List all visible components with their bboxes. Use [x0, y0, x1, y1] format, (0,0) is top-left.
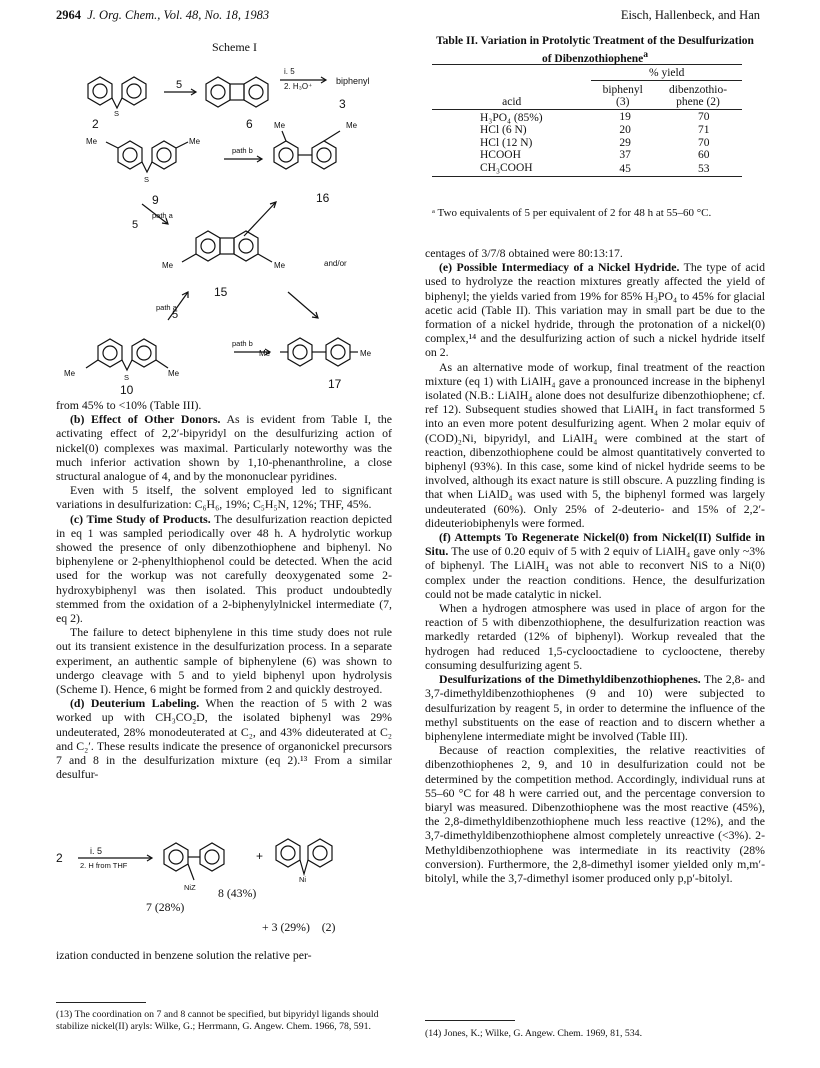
- step-2-label: 2. H₃O⁺: [284, 82, 313, 91]
- methyl-label: Me: [162, 261, 174, 270]
- nickel-label: Ni: [299, 875, 307, 884]
- paragraph: Even with 5 itself, the solvent employed led to significant variations in desulfurization: C₆H₆, 19%; C₅H₅N, 12%; THF, 45%.: [56, 483, 392, 512]
- compound-2-label: 2: [92, 117, 99, 131]
- path-b-label: path b: [232, 339, 253, 348]
- page-number: 2964: [56, 8, 81, 22]
- methyl-label: Me: [259, 349, 271, 358]
- table-row: HCl (6 N) 20 71: [480, 124, 710, 136]
- table-row: H₃PO₄ (85%) 19 70: [480, 110, 710, 124]
- footnote-rule: [56, 1002, 146, 1003]
- paragraph: (d) Deuterium Labeling. When the reaction of 5 with 2 was worked up with CH₃CO₂D, the isolated biphenyl was 29% undeuterated, 28% monodeuterated at C₂, and 43% dideuterated at C₂ and C₂′. These results indicate the presence of organonickel precursors 7 and 8 in the desulfurization mixture (eq 2).¹³ From a similar desulfur-: [56, 696, 392, 782]
- run-in-heading: (b) Effect of Other Donors.: [70, 412, 221, 427]
- methyl-label: Me: [274, 261, 286, 270]
- column-header: biphenyl: [602, 83, 643, 96]
- paragraph: As an alternative mode of workup, final treatment of the reaction mixture (eq 1) with LiAlH₄ gave a pronounced increase in the biphenyl isolated (N.B.: LiAlH₄ alone does not desulfurize dibenzothiophene; cf. ref 12). Subsequent studies showed that LiAlH₄ in fact transformed 5 into an even more potent desulfurizing agent. When 2 molar equiv of (COD)₂Ni, bipyridyl, and LiAlH₄ were combined at the start of reaction, dibenzothiophene could be almost quantitatively converted to biphenyl (93%). In this case, some kind of nickel hydride seems to be involved, although its exact nature is still obscure. A puzzling finding is that when LiAlD₄ was used with 5, the biphenyl formed was largely undeuterated (60%). Only 25% of 2-deuterio- and 15% of 2,2′-dideuteriobiphenyls were formed.: [425, 359, 765, 530]
- table-row: HCOOH 37 60: [480, 149, 710, 161]
- footnote-13: (13) The coordination on 7 and 8 cannot be specified, but bipyridyl ligands should stabilize nickel(II) aryls: Wilke, G.; Herrmann, G. Angew. Chem. 1966, 78, 591.: [56, 1009, 379, 1032]
- eq2-step-1: i. 5: [90, 846, 103, 856]
- eq2-compound-7: 7 (28%): [146, 900, 185, 914]
- methyl-label: Me: [274, 121, 286, 130]
- run-in-heading: (c) Time Study of Products.: [70, 511, 211, 526]
- eq2-compound-8: 8 (43%): [218, 886, 257, 900]
- paragraph: centages of 3/7/8 obtained were 80:13:17.: [425, 246, 623, 260]
- run-in-heading: (f) Attempts To Regenerate Nickel(0) from Nickel(II) Sulfide in Situ.: [425, 530, 765, 559]
- eq2-compound-2: 2: [56, 851, 63, 865]
- paragraph: from 45% to <10% (Table III).: [56, 398, 202, 412]
- biphenyl-label: biphenyl: [336, 76, 370, 86]
- step-1-label: i. 5: [284, 67, 295, 76]
- compound-17-label: 17: [328, 377, 342, 391]
- methyl-label: Me: [168, 369, 180, 378]
- methyl-label: Me: [64, 369, 76, 378]
- sulfur-label: S: [144, 175, 150, 184]
- path-b-label: path b: [232, 146, 253, 155]
- sulfur-label: S: [124, 373, 130, 382]
- reagent-5-label: 5: [172, 309, 179, 321]
- sulfur-label: S: [114, 109, 120, 118]
- paragraph: ization conducted in benzene solution the relative per-: [56, 948, 312, 962]
- paragraph: (c) Time Study of Products. The desulfurization reaction depicted in eq 1 was sampled periodically over 48 h. A hydrolytic workup showed the presence of only dibenzothiophene and biphenyl. No biphenylene or 2-phenylthiophenol could be detected. When the acid used for the workup was not carefully deoxygenated some 2-hydroxybiphenyl was then isolated. This product undoubtedly stemmed from the oxidation of a 2-biphenylylnickel intermediate (7, eq 2).: [56, 511, 392, 626]
- methyl-label: Me: [86, 137, 98, 146]
- plus-sign: +: [256, 849, 264, 863]
- right-column-body: [425, 246, 765, 885]
- eq2-step-2: 2. H from THF: [80, 861, 128, 870]
- left-column-continuation: [56, 948, 392, 962]
- compound-6-label: 6: [246, 117, 253, 131]
- running-header-left: [56, 8, 269, 23]
- path-a-label: path a: [152, 211, 173, 220]
- column-header: acid: [502, 96, 522, 108]
- paragraph: (f) Attempts To Regenerate Nickel(0) from Nickel(II) Sulfide in Situ. The use of 0.20 equiv of 5 with 2 equiv of LiAlH₄ gave only ~3% of biphenyl. The LiAlH₄ was not able to reconvert NiS to a Ni(0) complex under the reaction conditions. Hence, the desulfurization could not be made catalytic in nickel.: [425, 530, 765, 601]
- table-row: HCl (12 N) 29 70: [480, 136, 710, 149]
- run-in-heading: (d) Deuterium Labeling.: [70, 696, 200, 711]
- paragraph: The failure to detect biphenylene in this time study does not rule out its transient existence in the desulfurization process. In a separate experiment, an authentic sample of biphenylene (6) was shown to undergo cleavage with 5 and to yield biphenyl upon hydrolysis (Scheme I). Hence, 6 might be formed from 2 and quickly destroyed.: [56, 625, 392, 697]
- paragraph: (e) Possible Intermediacy of a Nickel Hydride. The type of acid used to hydrolyze the reaction mixtures greatly affected the yield of biphenyl; the yields varied from 19% for 85% H₃PO₄ to 45% for glacial acetic acid (Table II). This variation may in small part be due to the formation of a nickel hydride, through the protonation of a nickel(0) complex,¹⁴ and the desulfurizing action of such a nickel hydride itself on 2.: [425, 260, 766, 360]
- paragraph: Because of reaction complexities, the relative reactivities of dibenzothiophenes 2, 9, and 10 in desulfurization could not be determined by the competition method. Accordingly, individual runs at 55–60 °C for 48 h were carried out, and the percentage conversion to biaryl was measured. Dibenzothiophene was the most reactive (45%), the 2,8-dimethyldibenzothiophene much less reactive (12%), and the 3,7-dimethyldibenzothiophene almost completely unreactive (<3%). 2-Methyldibenzothiophene was intermediate in its reactivity (28% conversion). Furthermore, the 2,8-dimethyl isomer yielded only m,m′-bitolyl, while the 3,7-dimethyl isomer produced only p,p′-bitolyl.: [425, 743, 765, 885]
- compound-16-label: 16: [316, 191, 330, 205]
- journal-citation: J. Org. Chem., Vol. 48, No. 18, 1983: [87, 8, 270, 22]
- table-2: [432, 64, 742, 177]
- running-header-authors: Eisch, Hallenbeck, and Han: [620, 8, 760, 22]
- path-a-label: path a: [156, 303, 177, 312]
- scheme-title: Scheme I: [212, 40, 257, 54]
- table-2-footnote: ᵃ Two equivalents of 5 per equivalent of 2 for 48 h at 55–60 °C.: [432, 207, 712, 219]
- methyl-label: Me: [189, 137, 201, 146]
- scheme-1-diagram: [56, 56, 396, 396]
- and-or-label: and/or: [324, 259, 347, 268]
- column-header: (3): [616, 96, 630, 108]
- compound-9-label: 9: [152, 193, 159, 207]
- table-row: CH₃COOH 45 53: [432, 162, 742, 177]
- column-header: dibenzothio-: [668, 83, 728, 96]
- reagent-5-label: 5: [176, 79, 183, 91]
- nickel-z-label: NiZ: [184, 883, 196, 892]
- compound-10-label: 10: [120, 383, 134, 396]
- paragraph: (b) Effect of Other Donors. As is evident from Table I, the activating effect of 2,2′-bipyridyl on the desulfurizing action of nickel(0) complexes was maximal. Particularly noteworthy was the much inferior activation shown by 1,10-phenanthroline, a close structural analogue of 4, and by the mononuclear pyridines.: [56, 412, 392, 484]
- column-header: phene (2): [676, 96, 720, 108]
- methyl-label: Me: [360, 349, 372, 358]
- compound-15-label: 15: [214, 285, 228, 299]
- paragraph: Desulfurizations of the Dimethyldibenzothiophenes. The 2,8- and 3,7-dimethyldibenzothiophenes (9 and 10) were subjected to desulfurization by reagent 5, in order to determine the influence of the methyl substituents on the ease of reaction and to discern whether a biphenylene intermediate might be involved (Table III).: [425, 672, 765, 743]
- eq2-compound-3: + 3 (29%) (2): [262, 920, 336, 934]
- reagent-5-label: 5: [132, 219, 139, 231]
- footnote-rule: [425, 1020, 515, 1021]
- footnote-14: (14) Jones, K.; Wilke, G. Angew. Chem. 1969, 81, 534.: [425, 1028, 643, 1039]
- run-in-heading: (e) Possible Intermediacy of a Nickel Hydride.: [439, 260, 680, 275]
- equation-number: (2): [321, 920, 336, 934]
- table-2-caption: Table II. Variation in Protolytic Treatment of the Desulfurization of Dibenzothiophene$^a$: [436, 35, 754, 65]
- methyl-label: Me: [346, 121, 358, 130]
- compound-3-label: 3: [339, 97, 346, 111]
- run-in-heading: Desulfurizations of the Dimethyldibenzothiophenes.: [439, 672, 701, 687]
- yield-header: % yield: [591, 65, 742, 81]
- left-column-body: [56, 398, 392, 781]
- paragraph: When a hydrogen atmosphere was used in place of argon for the reaction of 5 with dibenzothiophene, the desulfurization reaction was markedly retarded (12% of biphenyl). Workup revealed that the hydrogen had reduced 1,5-cyclooctadiene to cyclooctene, thereby consuming desulfurizing agent 5.: [425, 601, 765, 672]
